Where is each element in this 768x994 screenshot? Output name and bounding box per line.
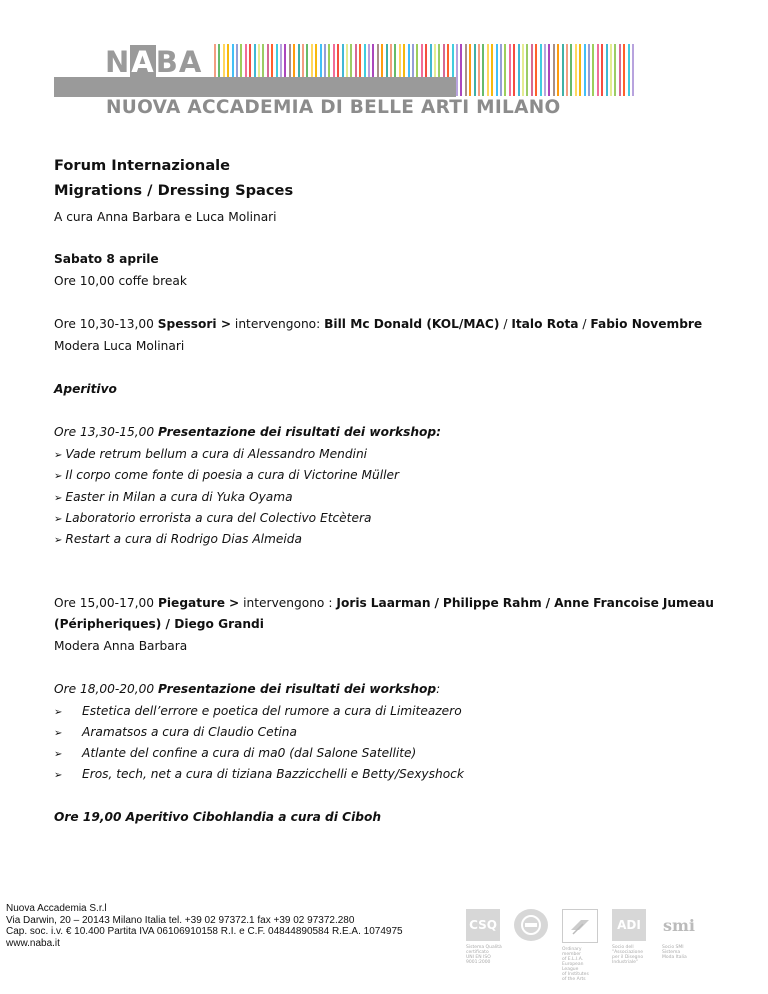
logo-stripe	[478, 44, 480, 96]
logo-stripe	[632, 44, 634, 96]
logo-stripe	[509, 44, 511, 96]
closing-aperitivo: Ore 19,00 Aperitivo Cibohlandia a cura di Ciboh	[54, 810, 382, 824]
quality-seal-icon	[514, 909, 552, 941]
logo-stripe	[584, 44, 586, 96]
logo-stripe	[518, 44, 520, 96]
logo-stripe	[487, 44, 489, 96]
logo-stripe	[623, 44, 625, 96]
list-item: ➢ Estetica dell’errore e poetica del rumore a cura di Limiteazero	[54, 704, 462, 718]
workshop-results-1: Ore 13,30-15,00 Presentazione dei risultati dei workshop:	[54, 425, 442, 439]
coffee-break: Ore 10,00 coffe break	[54, 274, 187, 288]
logo-stripe	[491, 44, 493, 96]
logo-stripe	[522, 44, 524, 96]
logo-stripe	[570, 44, 572, 96]
footer-address: Via Darwin, 20 – 20143 Milano Italia tel. +39 02 97372.1 fax +39 02 97372.280	[6, 914, 355, 926]
arrow-bullet-icon: ➢	[54, 493, 63, 504]
academy-name: NUOVA ACCADEMIA DI BELLE ARTI MILANO	[106, 97, 561, 118]
logo-stripe	[460, 44, 462, 96]
logo-stripe	[575, 44, 577, 96]
csq-logo: CSQ Sistema Qualità certificato UNI EN ISO 9001:2000	[466, 909, 504, 965]
list-item: ➢ Restart a cura di Rodrigo Dias Almeida	[54, 532, 303, 546]
logo-stripe	[579, 44, 581, 96]
session-piegature-cont: (Péripheriques) / Diego Grandi	[54, 617, 264, 631]
logo-stripe	[469, 44, 471, 96]
footer-registration: Cap. soc. i.v. € 10.400 Partita IVA 06106910158 R.I. e C.F. 04844890584 R.E.A. 1074975	[6, 926, 403, 937]
arrow-bullet-icon: ➢	[54, 749, 63, 760]
logo-stripe	[557, 44, 559, 96]
list-item: ➢ Eros, tech, net a cura di tiziana Bazzicchelli e Betty/Sexyshock	[54, 767, 464, 781]
logo-stripe	[553, 44, 555, 96]
list-item: ➢ Easter in Milan a cura di Yuka Oyama	[54, 490, 293, 504]
elia-logo: Ordinary member of E.L.I.A. European League of Institutes of the Arts	[562, 909, 600, 982]
day-heading: Sabato 8 aprile	[54, 252, 159, 266]
company-footer	[6, 903, 403, 949]
logo-gray-bar	[54, 77, 456, 97]
curators: A cura Anna Barbara e Luca Molinari	[54, 210, 277, 224]
logo-stripe	[606, 44, 608, 96]
aperitivo-heading: Aperitivo	[54, 382, 117, 396]
logo-stripe	[526, 44, 528, 96]
logo-stripe	[540, 44, 542, 96]
logo-stripe	[592, 44, 594, 96]
logo-stripe	[562, 44, 564, 96]
logo-stripe	[504, 44, 506, 96]
logo-stripe	[544, 44, 546, 96]
arrow-bullet-icon: ➢	[54, 707, 63, 718]
logo-stripe	[500, 44, 502, 96]
logo-stripe	[610, 44, 612, 96]
session-spessori: Ore 10,30-13,00 Spessori > intervengono: Bill Mc Donald (KOL/MAC) / Italo Rota / Fabio Novembre	[54, 317, 703, 331]
arrow-bullet-icon: ➢	[54, 471, 63, 482]
logo-stripe	[614, 44, 616, 96]
logo-stripe	[628, 44, 630, 96]
certification-logos	[466, 909, 706, 982]
logo-stripe	[531, 44, 533, 96]
smi-logo: smi Socio SMI Sistema Moda Italia	[662, 909, 700, 960]
logo-stripe	[496, 44, 498, 96]
list-item: ➢ Il corpo come fonte di poesia a cura di Victorine Müller	[54, 468, 400, 482]
logo-stripe	[535, 44, 537, 96]
arrow-bullet-icon: ➢	[54, 450, 63, 461]
adi-logo: ADI Socio dell "Associazione per il Disegno Industriale"	[612, 909, 650, 965]
logo-stripe	[597, 44, 599, 96]
naba-header	[54, 44, 584, 124]
list-item: ➢ Aramatsos a cura di Claudio Cetina	[54, 725, 297, 739]
session-piegature: Ore 15,00-17,00 Piegature > intervengono : Joris Laarman / Philippe Rahm / Anne Francoise Jumeau	[54, 596, 714, 610]
footer-company: Nuova Accademia S.r.l	[6, 903, 107, 914]
naba-logo: NABA	[105, 45, 203, 79]
logo-stripe	[456, 44, 458, 96]
title-migrations: Migrations / Dressing Spaces	[54, 182, 294, 199]
title-forum: Forum Internazionale	[54, 157, 231, 174]
logo-stripe	[548, 44, 550, 96]
arrow-bullet-icon: ➢	[54, 728, 63, 739]
logo-stripe	[588, 44, 590, 96]
list-item: ➢ Atlante del confine a cura di ma0 (dal Salone Satellite)	[54, 746, 417, 760]
arrow-bullet-icon: ➢	[54, 770, 63, 781]
logo-stripe	[601, 44, 603, 96]
footer-website: www.naba.it	[6, 937, 60, 949]
moderator-2: Modera Anna Barbara	[54, 639, 188, 653]
logo-stripe	[482, 44, 484, 96]
workshop-results-2: Ore 18,00-20,00 Presentazione dei risultati dei workshop:	[54, 682, 441, 696]
arrow-bullet-icon: ➢	[54, 514, 63, 525]
logo-stripe	[566, 44, 568, 96]
logo-stripe	[465, 44, 467, 96]
arrow-bullet-icon: ➢	[54, 535, 63, 546]
logo-stripe	[474, 44, 476, 96]
logo-stripe	[513, 44, 515, 96]
moderator-1: Modera Luca Molinari	[54, 339, 185, 353]
list-item: ➢ Laboratorio errorista a cura del Colectivo Etcètera	[54, 511, 372, 525]
list-item: ➢ Vade retrum bellum a cura di Alessandro Mendini	[54, 447, 368, 461]
logo-stripe	[619, 44, 621, 96]
